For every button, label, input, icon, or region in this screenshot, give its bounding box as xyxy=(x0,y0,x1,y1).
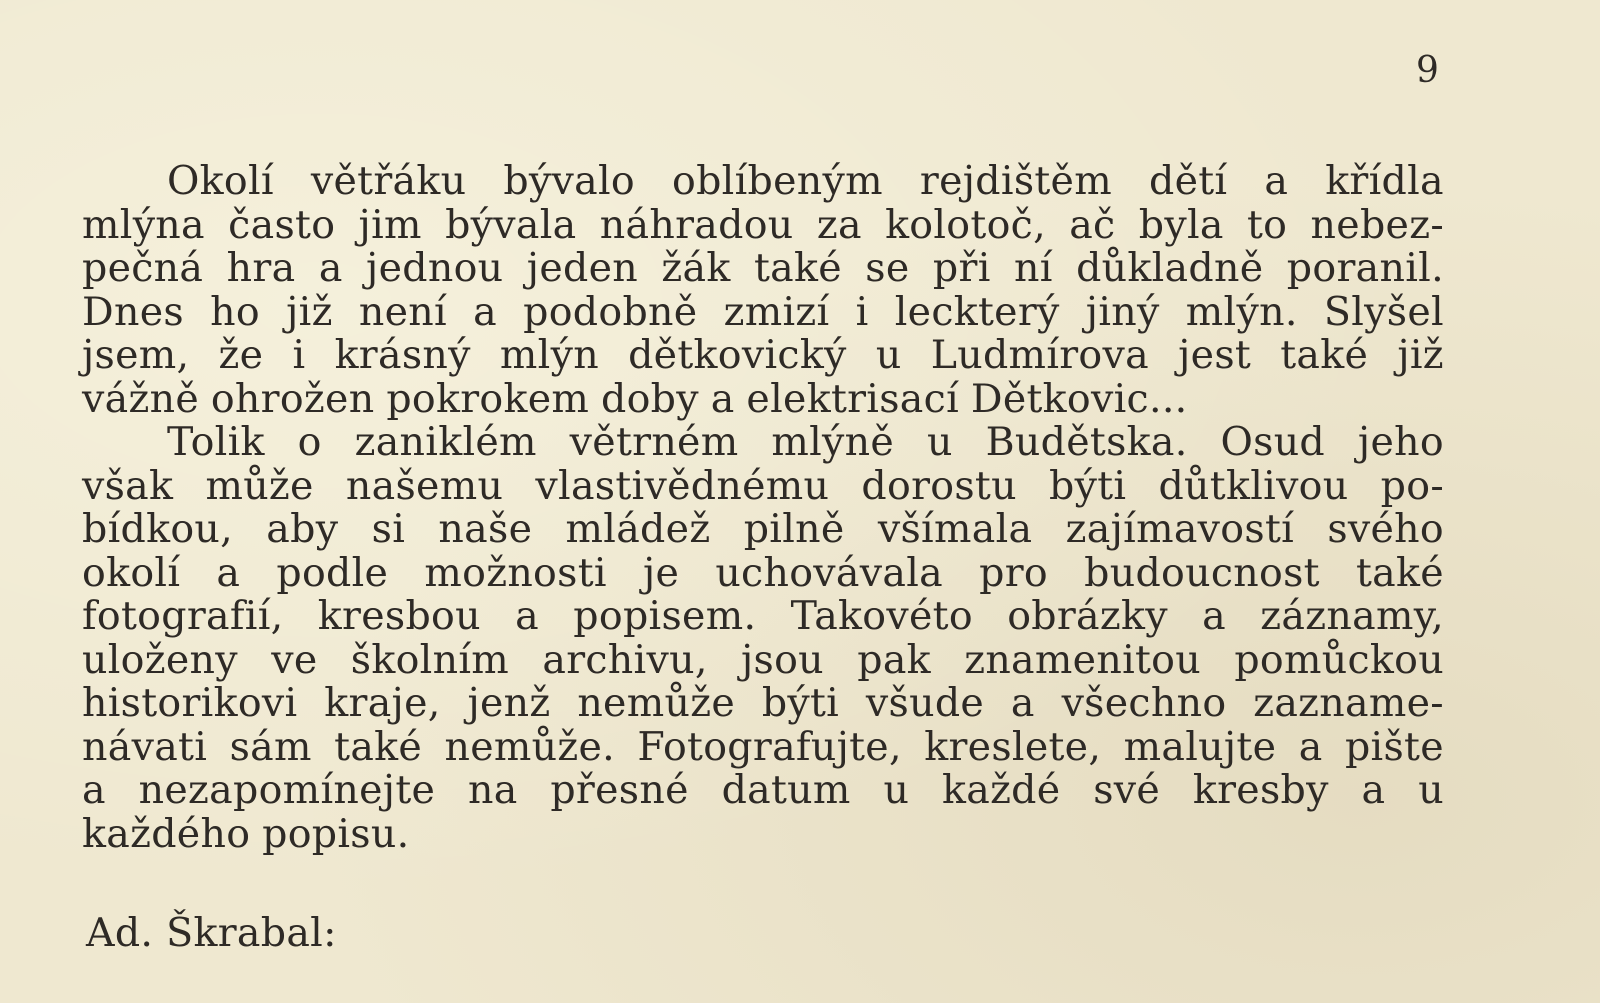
author-signature: Ad. Škrabal: xyxy=(86,910,337,956)
text-line: Dnes ho již není a podobně zmizí i leckterý jiný mlýn. Slyšel xyxy=(82,288,1444,335)
body-text xyxy=(82,160,1444,856)
paragraph-2 xyxy=(82,421,1444,856)
text-line: návati sám také nemůže. Fotografujte, kreslete, malujte a pište xyxy=(82,723,1444,770)
text-line: a nezapomínejte na přesné datum u každé své kresby a u xyxy=(82,767,1444,813)
text-line: historikovi kraje, jenž nemůže býti všude a všechno zazname- xyxy=(82,680,1444,726)
text-line: bídkou, aby si naše mládež pilně všímala zajímavostí svého xyxy=(82,506,1444,552)
text-line: Tolik o zaniklém větrném mlýně u Budětska. Osud jeho xyxy=(167,419,1444,465)
text-line: jsem, že i krásný mlýn dětkovický u Ludmírova jest také již xyxy=(82,332,1444,378)
text-line: uloženy ve školním archivu, jsou pak znamenitou pomůckou xyxy=(82,636,1444,683)
text-line: okolí a podle možnosti je uchovávala pro budoucnost také xyxy=(82,549,1444,596)
paragraph-1 xyxy=(82,160,1444,421)
text-line: pečná hra a jednou jeden žák také se při ní důkladně poranil. xyxy=(82,245,1444,291)
page-number: 9 xyxy=(1416,50,1439,91)
text-line: však může našemu vlastivědnému dorostu býti důtklivou po- xyxy=(82,462,1444,509)
text-line: mlýna často jim bývala náhradou za kolotoč, ač byla to nebez- xyxy=(82,201,1444,248)
text-line: fotografií, kresbou a popisem. Takovéto obrázky a záznamy, xyxy=(82,593,1444,639)
text-line: každého popisu. xyxy=(82,810,410,857)
text-line: vážně ohrožen pokrokem doby a elektrisací Dětkovic... xyxy=(82,375,1188,422)
text-line: Okolí větřáku bývalo oblíbeným rejdištěm dětí a křídla xyxy=(167,158,1444,204)
